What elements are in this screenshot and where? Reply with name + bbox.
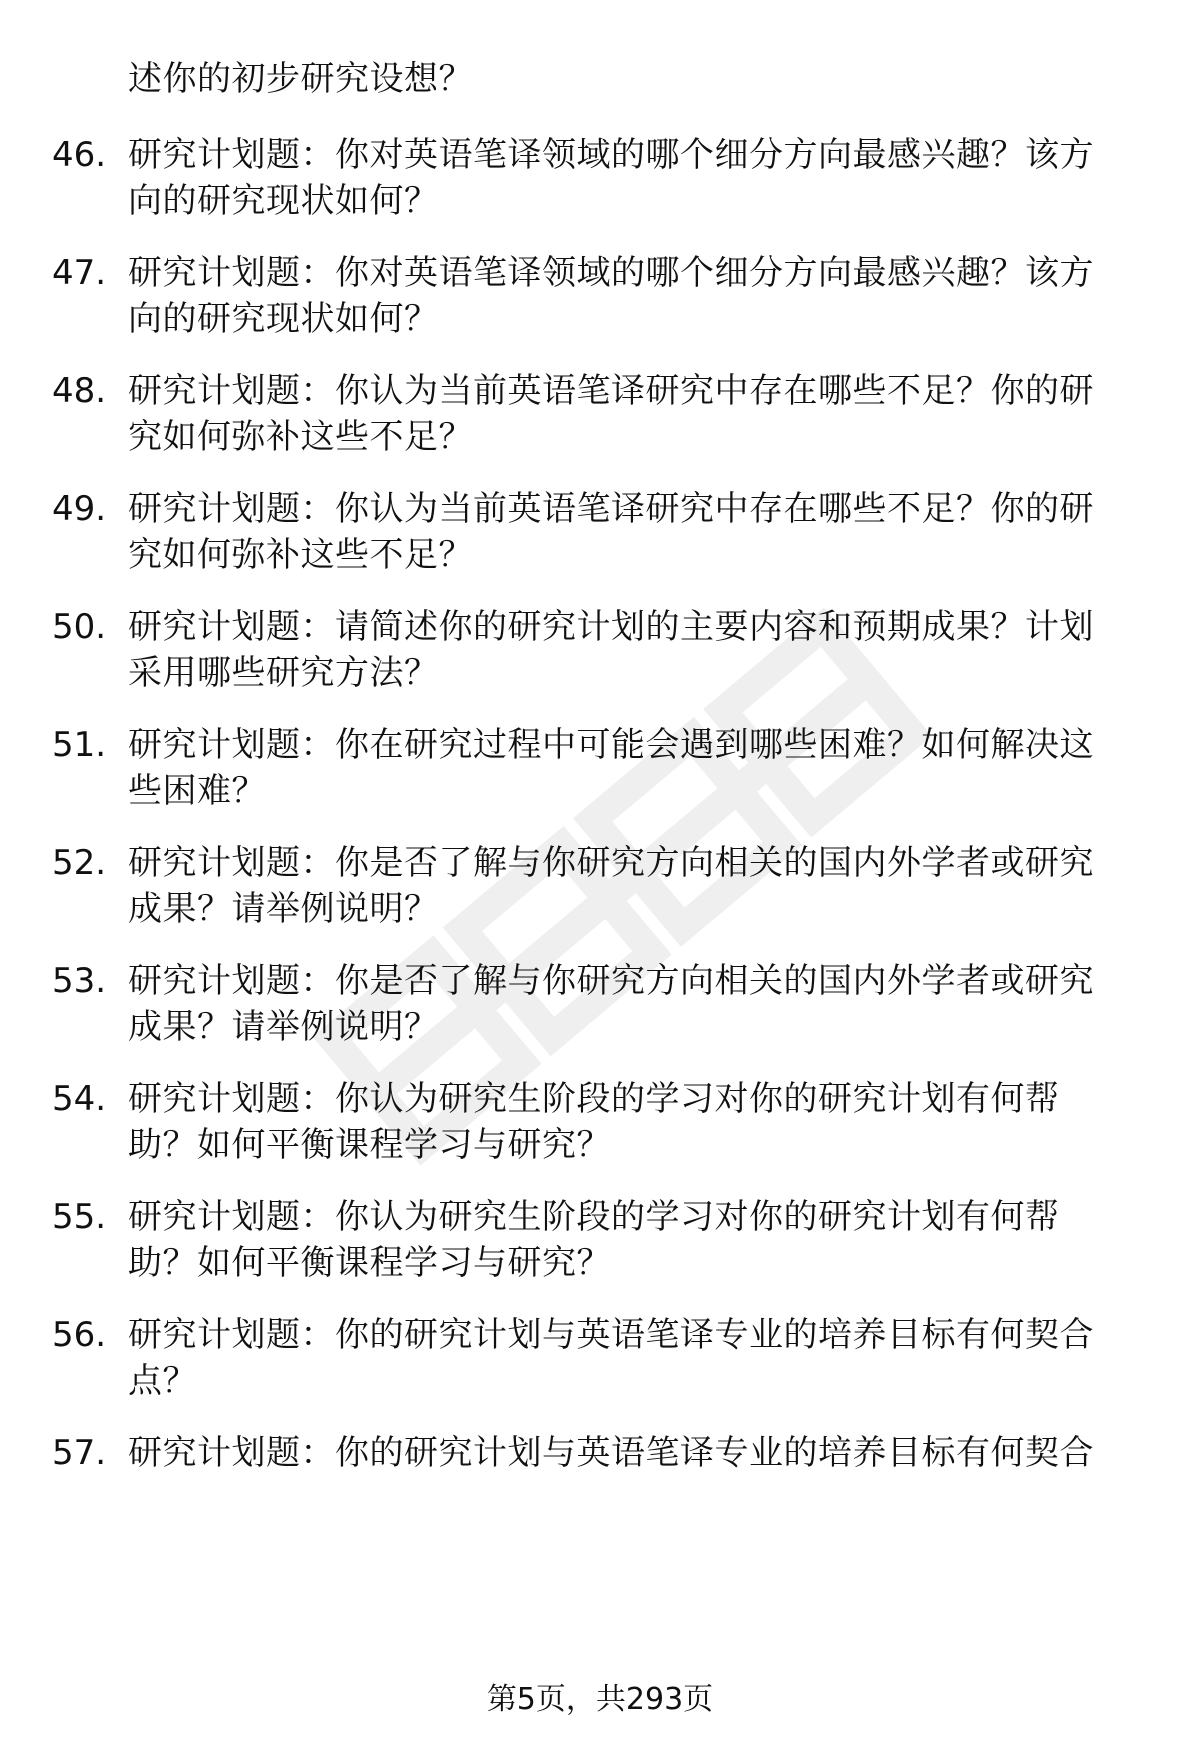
list-item-number: 57. bbox=[52, 1433, 107, 1473]
list-item-line: 成果？请举例说明？ bbox=[128, 1007, 439, 1047]
list-item-line: 研究计划题：你认为研究生阶段的学习对你的研究计划有何帮 bbox=[128, 1079, 1060, 1119]
list-item-text: 述你的初步研究设想？ bbox=[128, 59, 473, 99]
list-item-line: 研究计划题：你是否了解与你研究方向相关的国内外学者或研究 bbox=[128, 961, 1094, 1001]
list-item-line: 研究计划题：你在研究过程中可能会遇到哪些困难？如何解决这 bbox=[128, 725, 1094, 765]
list-item-number: 51. bbox=[52, 725, 107, 765]
list-item-line: 究如何弥补这些不足？ bbox=[128, 535, 473, 575]
list-item-number: 48. bbox=[52, 371, 107, 411]
list-item-number: 49. bbox=[52, 489, 107, 529]
list-item-line: 研究计划题：你的研究计划与英语笔译专业的培养目标有何契合 bbox=[128, 1315, 1094, 1355]
list-item-line: 向的研究现状如何？ bbox=[128, 181, 439, 221]
list-item-line: 研究计划题：你的研究计划与英语笔译专业的培养目标有何契合 bbox=[128, 1433, 1094, 1473]
list-item-line: 究如何弥补这些不足？ bbox=[128, 417, 473, 457]
list-item-line: 成果？请举例说明？ bbox=[128, 889, 439, 929]
list-item-number: 55. bbox=[52, 1197, 107, 1237]
page-number-footer: 第5页，共293页 bbox=[486, 1682, 714, 1717]
list-item-line: 助？如何平衡课程学习与研究？ bbox=[128, 1243, 611, 1283]
list-item-line: 研究计划题：你认为当前英语笔译研究中存在哪些不足？你的研 bbox=[128, 489, 1094, 529]
list-item-number: 47. bbox=[52, 253, 107, 293]
list-item-line: 向的研究现状如何？ bbox=[128, 299, 439, 339]
list-item-line: 助？如何平衡课程学习与研究？ bbox=[128, 1125, 611, 1165]
list-item-number: 52. bbox=[52, 843, 107, 883]
list-item-number: 50. bbox=[52, 607, 107, 647]
list-item-line: 采用哪些研究方法？ bbox=[128, 653, 439, 693]
list-item-number: 46. bbox=[52, 135, 107, 175]
list-item-line: 点？ bbox=[128, 1361, 197, 1401]
list-item-line: 研究计划题：你是否了解与你研究方向相关的国内外学者或研究 bbox=[128, 843, 1094, 883]
list-item-line: 研究计划题：请简述你的研究计划的主要内容和预期成果？计划 bbox=[128, 607, 1094, 647]
list-item-line: 研究计划题：你对英语笔译领域的哪个细分方向最感兴趣？该方 bbox=[128, 135, 1094, 175]
list-item-line: 些困难？ bbox=[128, 771, 266, 811]
list-item-line: 研究计划题：你认为研究生阶段的学习对你的研究计划有何帮 bbox=[128, 1197, 1060, 1237]
list-item-number: 53. bbox=[52, 961, 107, 1001]
list-item-number: 56. bbox=[52, 1315, 107, 1355]
list-item-line: 研究计划题：你对英语笔译领域的哪个细分方向最感兴趣？该方 bbox=[128, 253, 1094, 293]
list-item-number: 54. bbox=[52, 1079, 107, 1119]
list-item-line: 研究计划题：你认为当前英语笔译研究中存在哪些不足？你的研 bbox=[128, 371, 1094, 411]
